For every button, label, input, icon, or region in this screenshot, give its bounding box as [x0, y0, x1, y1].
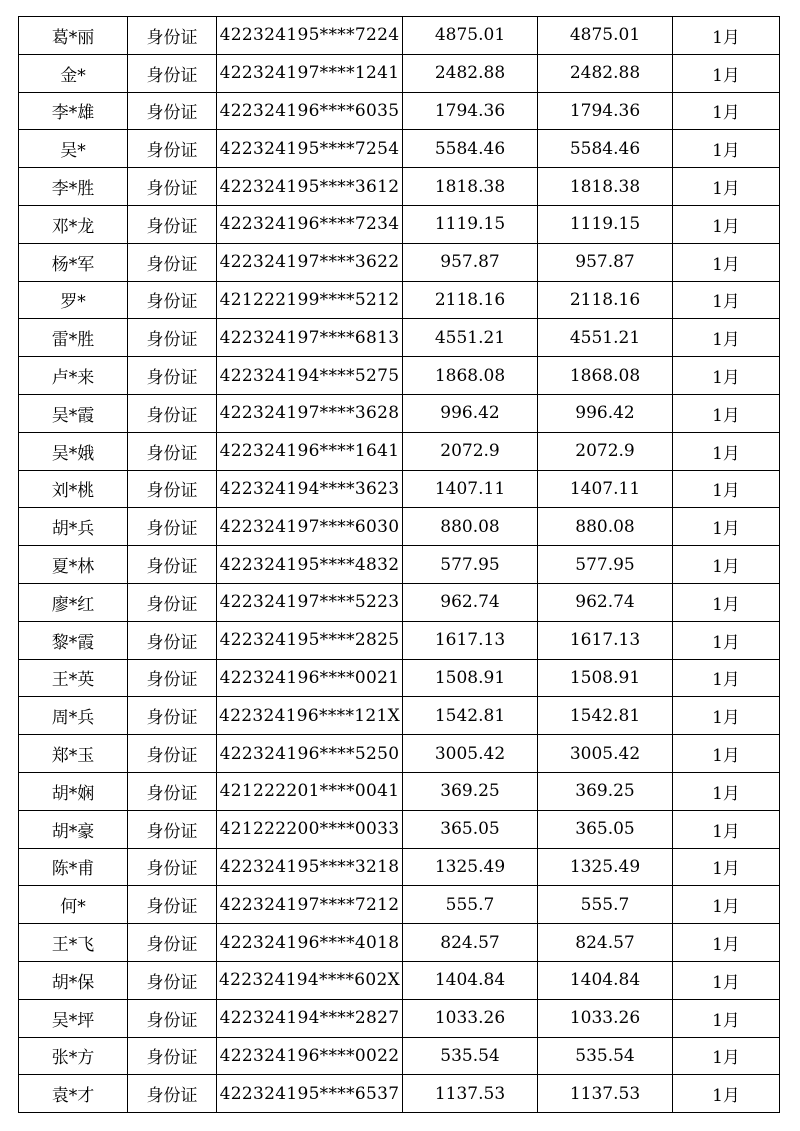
table-row — [19, 848, 780, 886]
id-number-cell: 422324197****3628 — [217, 394, 403, 432]
paid-amount-cell: 577.95 — [538, 546, 673, 584]
amount-cell: 1868.08 — [403, 357, 538, 395]
amount-cell: 824.57 — [403, 924, 538, 962]
id-type-cell: 身份证 — [128, 999, 217, 1037]
month-cell: 1月 — [673, 961, 780, 999]
paid-amount-cell: 369.25 — [538, 772, 673, 810]
amount-cell: 962.74 — [403, 583, 538, 621]
month-cell: 1月 — [673, 848, 780, 886]
month-cell: 1月 — [673, 659, 780, 697]
id-number-cell: 422324194****5275 — [217, 357, 403, 395]
id-number-cell: 422324195****3612 — [217, 168, 403, 206]
name-cell: 金* — [19, 54, 128, 92]
name-cell: 吴*霞 — [19, 394, 128, 432]
id-type-cell: 身份证 — [128, 810, 217, 848]
paid-amount-cell: 1137.53 — [538, 1075, 673, 1113]
id-type-cell: 身份证 — [128, 357, 217, 395]
amount-cell: 1407.11 — [403, 470, 538, 508]
paid-amount-cell: 1119.15 — [538, 205, 673, 243]
month-cell: 1月 — [673, 130, 780, 168]
month-cell: 1月 — [673, 546, 780, 584]
id-type-cell: 身份证 — [128, 508, 217, 546]
id-number-cell: 422324197****7212 — [217, 886, 403, 924]
name-cell: 何* — [19, 886, 128, 924]
name-cell: 胡*保 — [19, 961, 128, 999]
table-row — [19, 583, 780, 621]
id-number-cell: 422324194****602X — [217, 961, 403, 999]
name-cell: 杨*军 — [19, 243, 128, 281]
id-number-cell: 422324196****0021 — [217, 659, 403, 697]
amount-cell: 1404.84 — [403, 961, 538, 999]
name-cell: 雷*胜 — [19, 319, 128, 357]
id-number-cell: 421222199****5212 — [217, 281, 403, 319]
table-row — [19, 961, 780, 999]
name-cell: 吴*坪 — [19, 999, 128, 1037]
table-row — [19, 546, 780, 584]
id-type-cell: 身份证 — [128, 205, 217, 243]
table-row — [19, 130, 780, 168]
id-number-cell: 422324194****3623 — [217, 470, 403, 508]
amount-cell: 2072.9 — [403, 432, 538, 470]
paid-amount-cell: 4551.21 — [538, 319, 673, 357]
id-number-cell: 422324196****5250 — [217, 735, 403, 773]
id-type-cell: 身份证 — [128, 886, 217, 924]
id-number-cell: 422324196****6035 — [217, 92, 403, 130]
paid-amount-cell: 5584.46 — [538, 130, 673, 168]
id-type-cell: 身份证 — [128, 470, 217, 508]
paid-amount-cell: 1542.81 — [538, 697, 673, 735]
paid-amount-cell: 555.7 — [538, 886, 673, 924]
month-cell: 1月 — [673, 621, 780, 659]
id-number-cell: 422324195****7224 — [217, 17, 403, 55]
id-number-cell: 422324196****4018 — [217, 924, 403, 962]
id-number-cell: 422324195****4832 — [217, 546, 403, 584]
name-cell: 陈*甫 — [19, 848, 128, 886]
paid-amount-cell: 1407.11 — [538, 470, 673, 508]
amount-cell: 957.87 — [403, 243, 538, 281]
id-number-cell: 421222201****0041 — [217, 772, 403, 810]
table-row — [19, 659, 780, 697]
table-row — [19, 205, 780, 243]
id-type-cell: 身份证 — [128, 772, 217, 810]
id-type-cell: 身份证 — [128, 281, 217, 319]
month-cell: 1月 — [673, 432, 780, 470]
table-row — [19, 735, 780, 773]
amount-cell: 996.42 — [403, 394, 538, 432]
table-row — [19, 1037, 780, 1075]
table-row — [19, 999, 780, 1037]
month-cell: 1月 — [673, 583, 780, 621]
id-number-cell: 422324195****7254 — [217, 130, 403, 168]
id-number-cell: 422324197****1241 — [217, 54, 403, 92]
id-number-cell: 422324197****6030 — [217, 508, 403, 546]
paid-amount-cell: 824.57 — [538, 924, 673, 962]
month-cell: 1月 — [673, 168, 780, 206]
id-number-cell: 421222200****0033 — [217, 810, 403, 848]
table-row — [19, 168, 780, 206]
amount-cell: 369.25 — [403, 772, 538, 810]
table-row — [19, 319, 780, 357]
name-cell: 王*飞 — [19, 924, 128, 962]
id-type-cell: 身份证 — [128, 1075, 217, 1113]
amount-cell: 365.05 — [403, 810, 538, 848]
table-row — [19, 243, 780, 281]
paid-amount-cell: 1325.49 — [538, 848, 673, 886]
table-row — [19, 281, 780, 319]
paid-amount-cell: 2482.88 — [538, 54, 673, 92]
table-row — [19, 17, 780, 55]
amount-cell: 1033.26 — [403, 999, 538, 1037]
paid-amount-cell: 996.42 — [538, 394, 673, 432]
table-row — [19, 772, 780, 810]
amount-cell: 577.95 — [403, 546, 538, 584]
table-row — [19, 432, 780, 470]
id-type-cell: 身份证 — [128, 583, 217, 621]
id-type-cell: 身份证 — [128, 130, 217, 168]
table-row — [19, 810, 780, 848]
name-cell: 吴* — [19, 130, 128, 168]
id-type-cell: 身份证 — [128, 961, 217, 999]
paid-amount-cell: 1617.13 — [538, 621, 673, 659]
paid-amount-cell: 1508.91 — [538, 659, 673, 697]
paid-amount-cell: 1868.08 — [538, 357, 673, 395]
amount-cell: 1508.91 — [403, 659, 538, 697]
amount-cell: 1794.36 — [403, 92, 538, 130]
paid-amount-cell: 957.87 — [538, 243, 673, 281]
name-cell: 罗* — [19, 281, 128, 319]
id-type-cell: 身份证 — [128, 546, 217, 584]
amount-cell: 1818.38 — [403, 168, 538, 206]
amount-cell: 2482.88 — [403, 54, 538, 92]
name-cell: 袁*才 — [19, 1075, 128, 1113]
month-cell: 1月 — [673, 1075, 780, 1113]
id-type-cell: 身份证 — [128, 319, 217, 357]
paid-amount-cell: 1818.38 — [538, 168, 673, 206]
id-type-cell: 身份证 — [128, 394, 217, 432]
month-cell: 1月 — [673, 205, 780, 243]
name-cell: 李*胜 — [19, 168, 128, 206]
amount-cell: 3005.42 — [403, 735, 538, 773]
paid-amount-cell: 1033.26 — [538, 999, 673, 1037]
id-type-cell: 身份证 — [128, 924, 217, 962]
table-row — [19, 394, 780, 432]
name-cell: 邓*龙 — [19, 205, 128, 243]
name-cell: 夏*林 — [19, 546, 128, 584]
name-cell: 张*方 — [19, 1037, 128, 1075]
name-cell: 郑*玉 — [19, 735, 128, 773]
amount-cell: 2118.16 — [403, 281, 538, 319]
id-type-cell: 身份证 — [128, 432, 217, 470]
paid-amount-cell: 1794.36 — [538, 92, 673, 130]
name-cell: 周*兵 — [19, 697, 128, 735]
amount-cell: 4875.01 — [403, 17, 538, 55]
table-row — [19, 924, 780, 962]
paid-amount-cell: 4875.01 — [538, 17, 673, 55]
amount-cell: 535.54 — [403, 1037, 538, 1075]
id-type-cell: 身份证 — [128, 92, 217, 130]
month-cell: 1月 — [673, 508, 780, 546]
table-body — [19, 17, 780, 1113]
table-row — [19, 357, 780, 395]
month-cell: 1月 — [673, 735, 780, 773]
id-type-cell: 身份证 — [128, 697, 217, 735]
id-number-cell: 422324197****6813 — [217, 319, 403, 357]
amount-cell: 4551.21 — [403, 319, 538, 357]
name-cell: 吴*娥 — [19, 432, 128, 470]
amount-cell: 1325.49 — [403, 848, 538, 886]
table-row — [19, 92, 780, 130]
table-row — [19, 54, 780, 92]
id-number-cell: 422324195****3218 — [217, 848, 403, 886]
month-cell: 1月 — [673, 470, 780, 508]
id-type-cell: 身份证 — [128, 735, 217, 773]
id-type-cell: 身份证 — [128, 848, 217, 886]
paid-amount-cell: 535.54 — [538, 1037, 673, 1075]
name-cell: 葛*丽 — [19, 17, 128, 55]
amount-cell: 555.7 — [403, 886, 538, 924]
month-cell: 1月 — [673, 810, 780, 848]
table-row — [19, 508, 780, 546]
month-cell: 1月 — [673, 697, 780, 735]
amount-cell: 1542.81 — [403, 697, 538, 735]
paid-amount-cell: 3005.42 — [538, 735, 673, 773]
name-cell: 李*雄 — [19, 92, 128, 130]
id-type-cell: 身份证 — [128, 659, 217, 697]
id-number-cell: 422324195****2825 — [217, 621, 403, 659]
id-number-cell: 422324196****121X — [217, 697, 403, 735]
id-number-cell: 422324196****1641 — [217, 432, 403, 470]
amount-cell: 880.08 — [403, 508, 538, 546]
month-cell: 1月 — [673, 92, 780, 130]
id-type-cell: 身份证 — [128, 17, 217, 55]
paid-amount-cell: 2072.9 — [538, 432, 673, 470]
month-cell: 1月 — [673, 54, 780, 92]
name-cell: 廖*红 — [19, 583, 128, 621]
id-number-cell: 422324196****0022 — [217, 1037, 403, 1075]
table-row — [19, 470, 780, 508]
month-cell: 1月 — [673, 886, 780, 924]
month-cell: 1月 — [673, 17, 780, 55]
table-row — [19, 1075, 780, 1113]
month-cell: 1月 — [673, 357, 780, 395]
id-type-cell: 身份证 — [128, 54, 217, 92]
id-number-cell: 422324196****7234 — [217, 205, 403, 243]
name-cell: 刘*桃 — [19, 470, 128, 508]
id-type-cell: 身份证 — [128, 1037, 217, 1075]
amount-cell: 1137.53 — [403, 1075, 538, 1113]
month-cell: 1月 — [673, 999, 780, 1037]
paid-amount-cell: 2118.16 — [538, 281, 673, 319]
table-row — [19, 697, 780, 735]
name-cell: 胡*豪 — [19, 810, 128, 848]
paid-amount-cell: 962.74 — [538, 583, 673, 621]
month-cell: 1月 — [673, 243, 780, 281]
paid-amount-cell: 365.05 — [538, 810, 673, 848]
month-cell: 1月 — [673, 924, 780, 962]
table-row — [19, 621, 780, 659]
month-cell: 1月 — [673, 319, 780, 357]
month-cell: 1月 — [673, 1037, 780, 1075]
paid-amount-cell: 880.08 — [538, 508, 673, 546]
name-cell: 黎*霞 — [19, 621, 128, 659]
name-cell: 胡*兵 — [19, 508, 128, 546]
id-type-cell: 身份证 — [128, 621, 217, 659]
month-cell: 1月 — [673, 281, 780, 319]
id-number-cell: 422324195****6537 — [217, 1075, 403, 1113]
amount-cell: 5584.46 — [403, 130, 538, 168]
id-number-cell: 422324197****5223 — [217, 583, 403, 621]
month-cell: 1月 — [673, 394, 780, 432]
table-row — [19, 886, 780, 924]
id-number-cell: 422324194****2827 — [217, 999, 403, 1037]
amount-cell: 1119.15 — [403, 205, 538, 243]
name-cell: 王*英 — [19, 659, 128, 697]
id-type-cell: 身份证 — [128, 168, 217, 206]
id-number-cell: 422324197****3622 — [217, 243, 403, 281]
month-cell: 1月 — [673, 772, 780, 810]
name-cell: 卢*来 — [19, 357, 128, 395]
id-type-cell: 身份证 — [128, 243, 217, 281]
name-cell: 胡*娴 — [19, 772, 128, 810]
amount-cell: 1617.13 — [403, 621, 538, 659]
beneficiary-table — [18, 16, 780, 1113]
paid-amount-cell: 1404.84 — [538, 961, 673, 999]
